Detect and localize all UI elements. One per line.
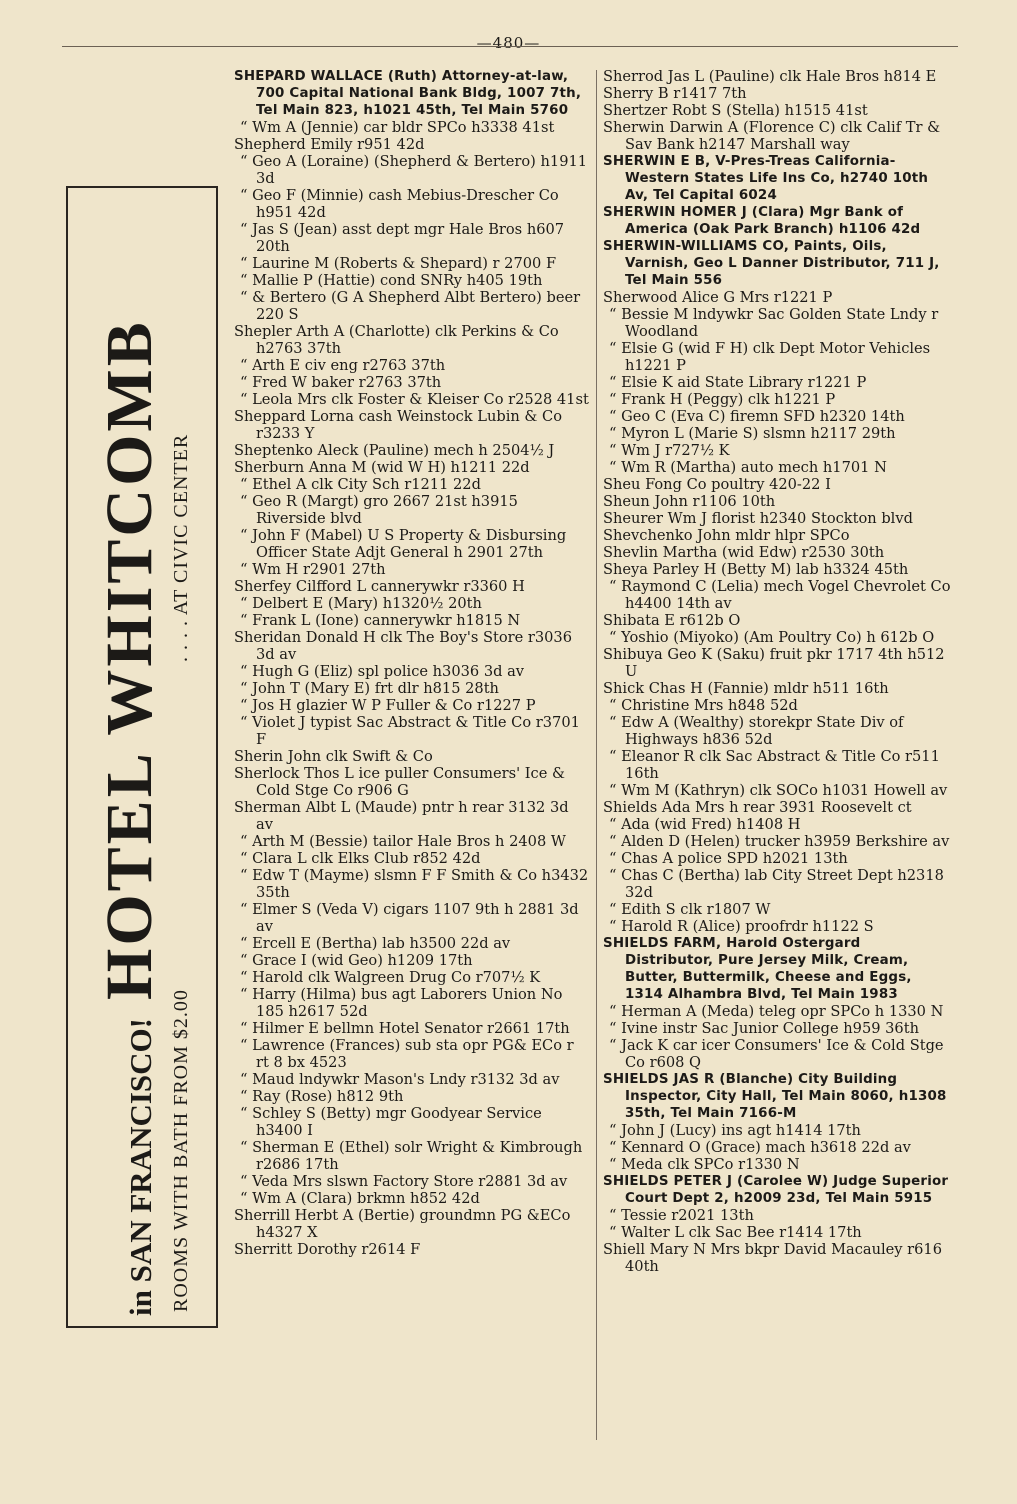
directory-entry: Sherfey Cilfford L cannerywkr r3360 H: [234, 578, 525, 595]
directory-entry: “ Frank H (Peggy) clk h1221 P: [609, 391, 836, 408]
directory-entry: SHERWIN-WILLIAMS CO, Paints, Oils, Varnish, Geo L Danner Distributor, 711 J, Tel Main 556: [603, 239, 940, 288]
ad-city-text: in SAN FRANCISCO!: [122, 1018, 158, 1316]
directory-entry: Shibata E r612b O: [603, 612, 741, 629]
directory-entry: “ Alden D (Helen) trucker h3959 Berkshire av: [609, 833, 950, 850]
directory-entry: “ Wm H r2901 27th: [240, 561, 386, 578]
directory-entry: Sherwin Darwin A (Florence C) clk Calif Tr & Sav Bank h2147 Marshall way: [603, 119, 941, 153]
directory-entry: “ Veda Mrs slswn Factory Store r2881 3d av: [240, 1173, 568, 1190]
directory-entry: “ Laurine M (Roberts & Shepard) r 2700 F: [240, 255, 557, 272]
directory-entry: “ Ethel A clk City Sch r1211 22d: [240, 476, 481, 493]
directory-entry: “ Tessie r2021 13th: [609, 1207, 754, 1224]
directory-entry: “ Christine Mrs h848 52d: [609, 697, 798, 714]
directory-entry: “ Harold clk Walgreen Drug Co r707½ K: [240, 969, 541, 986]
directory-entry: “ Elmer S (Veda V) cigars 1107 9th h 2881 3d av: [240, 901, 579, 935]
directory-entry: “ Harold R (Alice) proofrdr h1122 S: [609, 918, 874, 935]
directory-entry: “ Raymond C (Lelia) mech Vogel Chevrolet Co h4400 14th av: [609, 578, 951, 612]
ad-rooms-text: ROOMS WITH BATH FROM $2.00: [169, 989, 192, 1312]
directory-entry: “ Kennard O (Grace) mach h3618 22d av: [609, 1139, 911, 1156]
header-rule: [62, 46, 958, 47]
directory-entry: Sherin John clk Swift & Co: [234, 748, 433, 765]
directory-entry: “ Ray (Rose) h812 9th: [240, 1088, 404, 1105]
column-divider: [596, 70, 597, 1440]
directory-entry: “ Harry (Hilma) bus agt Laborers Union No 185 h2617 52d: [240, 986, 563, 1020]
hotel-advertisement: [66, 186, 218, 1328]
directory-entry: “ Edw T (Mayme) slsmn F F Smith & Co h3432 35th: [240, 867, 589, 901]
directory-entry: Shick Chas H (Fannie) mldr h511 16th: [603, 680, 889, 697]
directory-entry: “ John J (Lucy) ins agt h1414 17th: [609, 1122, 861, 1139]
directory-entry: “ Fred W baker r2763 37th: [240, 374, 442, 391]
directory-entry: “ Leola Mrs clk Foster & Kleiser Co r2528 41st: [240, 391, 589, 408]
directory-entry: Shiell Mary N Mrs bkpr David Macauley r616 40th: [603, 1241, 943, 1275]
directory-entry: “ Hilmer E bellmn Hotel Senator r2661 17th: [240, 1020, 570, 1037]
ad-location-text: . . . . AT CIVIC CENTER: [169, 433, 192, 662]
directory-entry: SHIELDS FARM, Harold Ostergard Distributor, Pure Jersey Milk, Cream, Butter, Buttermilk, Cheese and Eggs, 1314 Alhambra Blvd, Tel Main 1983: [603, 936, 912, 1002]
directory-entry: Shields Ada Mrs h rear 3931 Roosevelt ct: [603, 799, 912, 816]
directory-entry: “ Arth M (Bessie) tailor Hale Bros h 2408 W: [240, 833, 566, 850]
directory-entry: “ Jack K car icer Consumers' Ice & Cold Stge Co r608 Q: [609, 1037, 944, 1071]
directory-entry: “ Sherman E (Ethel) solr Wright & Kimbrough r2686 17th: [240, 1139, 583, 1173]
directory-entry: “ Mallie P (Hattie) cond SNRy h405 19th: [240, 272, 543, 289]
directory-entry: SHERWIN HOMER J (Clara) Mgr Bank of America (Oak Park Branch) h1106 42d: [603, 205, 921, 237]
directory-entry: Sherrod Jas L (Pauline) clk Hale Bros h814 E: [603, 68, 937, 85]
directory-entry: Sherry B r1417 7th: [603, 85, 747, 102]
directory-entry: Sheu Fong Co poultry 420-22 I: [603, 476, 831, 493]
directory-entry: “ Ada (wid Fred) h1408 H: [609, 816, 801, 833]
directory-entry: “ Elsie G (wid F H) clk Dept Motor Vehicles h1221 P: [609, 340, 931, 374]
directory-entry: SHERWIN E B, V-Pres-Treas California-Western States Life Ins Co, h2740 10th Av, Tel Capital 6024: [603, 154, 929, 203]
directory-entry: Shepherd Emily r951 42d: [234, 136, 425, 153]
directory-entry: “ Wm M (Kathryn) clk SOCo h1031 Howell av: [609, 782, 948, 799]
directory-entry: Sherburn Anna M (wid W H) h1211 22d: [234, 459, 530, 476]
directory-entry: Shibuya Geo K (Saku) fruit pkr 1717 4th h512 U: [603, 646, 945, 680]
directory-entry: “ Geo F (Minnie) cash Mebius-Drescher Co h951 42d: [240, 187, 559, 221]
directory-entry: “ Lawrence (Frances) sub sta opr PG& ECo r rt 8 bx 4523: [240, 1037, 574, 1071]
directory-entry: “ Wm J r727½ K: [609, 442, 730, 459]
directory-entry: Shepler Arth A (Charlotte) clk Perkins & Co h2763 37th: [234, 323, 559, 357]
directory-entry: “ Wm A (Clara) brkmn h852 42d: [240, 1190, 480, 1207]
directory-entry: Sheppard Lorna cash Weinstock Lubin & Co r3233 Y: [234, 408, 562, 442]
directory-entry: “ Maud lndywkr Mason's Lndy r3132 3d av: [240, 1071, 560, 1088]
directory-entry: “ Jas S (Jean) asst dept mgr Hale Bros h607 20th: [240, 221, 565, 255]
directory-column-right: [603, 68, 953, 1275]
directory-entry: Sheya Parley H (Betty M) lab h3324 45th: [603, 561, 909, 578]
directory-entry: Shevchenko John mldr hlpr SPCo: [603, 527, 850, 544]
ad-hotel-name: HOTEL WHITCOMB: [92, 319, 166, 1001]
directory-entry: “ Eleanor R clk Sac Abstract & Title Co r511 16th: [609, 748, 940, 782]
directory-entry: “ & Bertero (G A Shepherd Albt Bertero) beer 220 S: [240, 289, 581, 323]
directory-entry: SHIELDS PETER J (Carolee W) Judge Superior Court Dept 2, h2009 23d, Tel Main 5915: [603, 1174, 949, 1206]
directory-entry: “ Yoshio (Miyoko) (Am Poultry Co) h 612b O: [609, 629, 935, 646]
page-number: —480—: [476, 34, 541, 52]
directory-entry: “ Walter L clk Sac Bee r1414 17th: [609, 1224, 862, 1241]
directory-entry: “ Chas A police SPD h2021 13th: [609, 850, 848, 867]
directory-entry: “ Geo C (Eva C) firemn SFD h2320 14th: [609, 408, 905, 425]
directory-entry: Sherritt Dorothy r2614 F: [234, 1241, 421, 1258]
directory-entry: “ Elsie K aid State Library r1221 P: [609, 374, 867, 391]
directory-entry: “ Bessie M lndywkr Sac Golden State Lndy r Woodland: [609, 306, 939, 340]
directory-entry: “ Herman A (Meda) teleg opr SPCo h 1330 N: [609, 1003, 944, 1020]
directory-entry: “ Schley S (Betty) mgr Goodyear Service h3400 I: [240, 1105, 542, 1139]
directory-entry: “ Violet J typist Sac Abstract & Title Co r3701 F: [240, 714, 580, 748]
directory-entry: “ Frank L (Ione) cannerywkr h1815 N: [240, 612, 521, 629]
directory-entry: “ Grace I (wid Geo) h1209 17th: [240, 952, 473, 969]
directory-entry: “ Ivine instr Sac Junior College h959 36th: [609, 1020, 919, 1037]
directory-entry: “ Wm R (Martha) auto mech h1701 N: [609, 459, 887, 476]
directory-entry: “ Clara L clk Elks Club r852 42d: [240, 850, 481, 867]
directory-entry: SHIELDS JAS R (Blanche) City Building Inspector, City Hall, Tel Main 8060, h1308 35th, Tel Main 7166-M: [603, 1072, 947, 1121]
directory-entry: “ Myron L (Marie S) slsmn h2117 29th: [609, 425, 896, 442]
directory-entry: Shertzer Robt S (Stella) h1515 41st: [603, 102, 868, 119]
directory-entry: “ John T (Mary E) frt dlr h815 28th: [240, 680, 499, 697]
directory-entry: “ Geo R (Margt) gro 2667 21st h3915 Riverside blvd: [240, 493, 518, 527]
directory-entry: Sheun John r1106 10th: [603, 493, 776, 510]
directory-entry: “ Edw A (Wealthy) storekpr State Div of Highways h836 52d: [609, 714, 904, 748]
directory-entry: “ Arth E civ eng r2763 37th: [240, 357, 446, 374]
directory-entry: “ John F (Mabel) U S Property & Disbursing Officer State Adjt General h 2901 27th: [240, 527, 567, 561]
directory-entry: “ Geo A (Loraine) (Shepherd & Bertero) h1911 3d: [240, 153, 588, 187]
directory-entry: “ Meda clk SPCo r1330 N: [609, 1156, 800, 1173]
directory-entry: Sherwood Alice G Mrs r1221 P: [603, 289, 833, 306]
directory-entry: Sheptenko Aleck (Pauline) mech h 2504½ J: [234, 442, 555, 459]
directory-entry: Sherlock Thos L ice puller Consumers' Ice & Cold Stge Co r906 G: [234, 765, 565, 799]
directory-entry: “ Edith S clk r1807 W: [609, 901, 771, 918]
directory-column-left: [234, 68, 590, 1258]
directory-entry: Sherman Albt L (Maude) pntr h rear 3132 3d av: [234, 799, 569, 833]
directory-entry: SHEPARD WALLACE (Ruth) Attorney-at-law, 700 Capital National Bank Bldg, 1007 7th, Tel Main 823, h1021 45th, Tel Main 5760: [234, 69, 582, 118]
directory-entry: Sheridan Donald H clk The Boy's Store r3036 3d av: [234, 629, 573, 663]
directory-entry: Sherrill Herbt A (Bertie) groundmn PG &ECo h4327 X: [234, 1207, 571, 1241]
directory-entry: “ Jos H glazier W P Fuller & Co r1227 P: [240, 697, 536, 714]
directory-entry: “ Hugh G (Eliz) spl police h3036 3d av: [240, 663, 525, 680]
directory-entry: “ Wm A (Jennie) car bldr SPCo h3338 41st: [240, 119, 555, 136]
directory-entry: Shevlin Martha (wid Edw) r2530 30th: [603, 544, 885, 561]
directory-entry: “ Ercell E (Bertha) lab h3500 22d av: [240, 935, 511, 952]
directory-entry: Sheurer Wm J florist h2340 Stockton blvd: [603, 510, 913, 527]
directory-entry: “ Chas C (Bertha) lab City Street Dept h2318 32d: [609, 867, 944, 901]
directory-entry: “ Delbert E (Mary) h1320½ 20th: [240, 595, 482, 612]
